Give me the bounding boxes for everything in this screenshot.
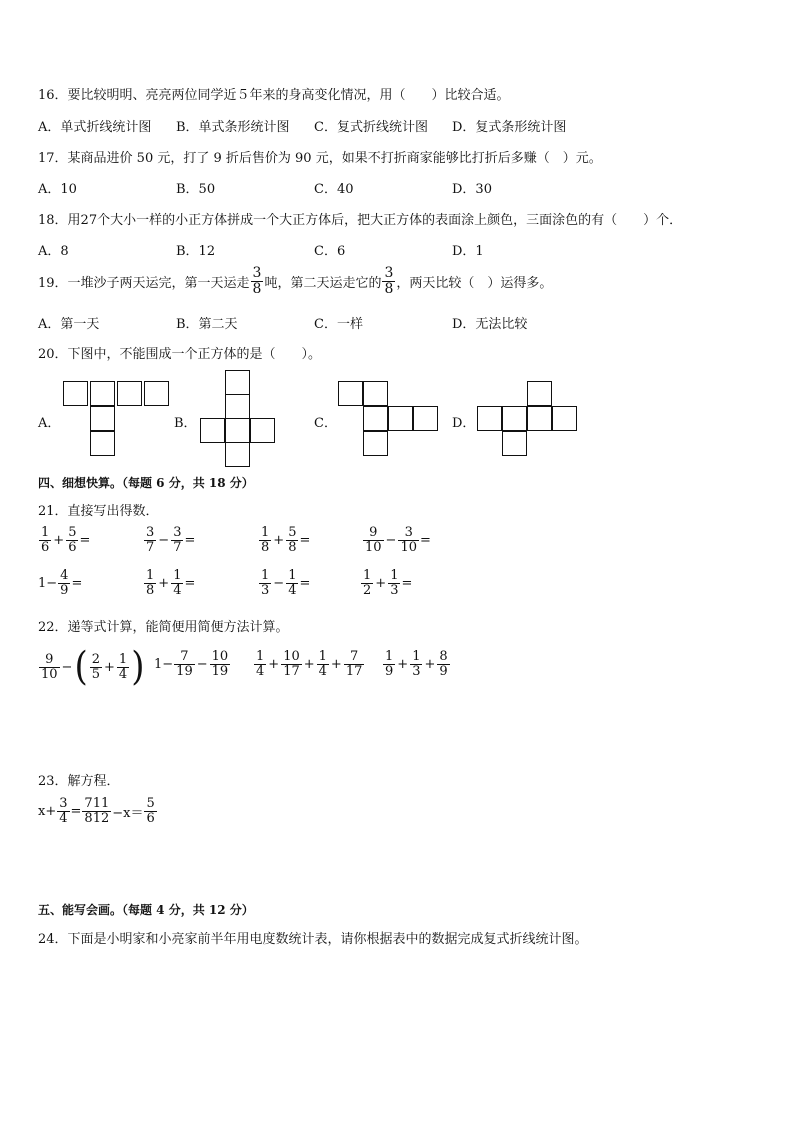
section-4-title: 四、细想快算。（每题 6 分，共 18 分） xyxy=(38,476,254,490)
q21-r2-e3: $\frac{1}{3}$ − $\frac{1}{4}$ = xyxy=(261,568,311,598)
option-b: B．50 xyxy=(176,182,216,197)
net-a-label: A． xyxy=(38,416,61,431)
q21-r1-e1: $\frac{1}{6}$ + $\frac{5}{6}$ = xyxy=(41,525,91,555)
option-c: C．40 xyxy=(314,182,354,197)
q21-r2-e4: $\frac{1}{2}$ + $\frac{1}{3}$ = xyxy=(363,568,413,598)
q19-options xyxy=(38,313,590,332)
option-a: A．10 xyxy=(38,182,77,197)
net-c-label: C． xyxy=(314,416,337,431)
net-b-label: B． xyxy=(174,416,197,431)
q17-options xyxy=(38,178,590,197)
q21-stem: 21．直接写出得数． xyxy=(38,504,159,519)
option-a: A．8 xyxy=(38,244,69,259)
section-5-title: 五、能写会画。（每题 4 分，共 12 分） xyxy=(38,903,254,917)
option-b: B．12 xyxy=(176,244,216,259)
option-d: D．1 xyxy=(452,244,484,259)
q16-options xyxy=(38,116,590,135)
q22-e1: $\frac{9}{10}$ − ( $\frac{2}{5}$ + $\frac{1}{4}$ ) xyxy=(41,644,145,690)
q19-stem: 19．一堆沙子两天运完，第一天运走 $\frac{3}{8}$ 吨，第二天运走它的 $\frac{3}{8}$ ，两天比较（ ）运得多。 xyxy=(38,265,553,297)
q21-r2-e2: $\frac{1}{8}$ + $\frac{1}{4}$ = xyxy=(146,568,196,598)
q22-e4: $\frac{1}{9}$ + $\frac{1}{3}$ + $\frac{8}{9}$ xyxy=(385,649,448,679)
option-b: B．第二天 xyxy=(176,317,238,332)
q23-equations: x+ $\frac{3}{4}$ = $\frac{711}{812}$ −x＝ $\frac{5}{6}$ xyxy=(38,796,155,826)
q18-stem: 18．用27个大小一样的小正方体拼成一个大正方体后，把大正方体的表面涂上颜色，三面涂色的有（ ）个． xyxy=(38,213,683,228)
q21-r1-e2: $\frac{3}{7}$ − $\frac{3}{7}$ = xyxy=(146,525,196,555)
q24-stem: 24．下面是小明家和小亮家前半年用电度数统计表，请你根据表中的数据完成复式折线统计图。 xyxy=(38,932,588,947)
option-c: C．一样 xyxy=(314,317,363,332)
q20-stem: 20．下图中，不能围成一个正方体的是（ ）。 xyxy=(38,347,322,362)
option-d: D．复式条形统计图 xyxy=(452,120,567,135)
q21-r1-e3: $\frac{1}{8}$ + $\frac{5}{8}$ = xyxy=(261,525,311,555)
q17-stem: 17．某商品进价 50 元，打了 9 折后售价为 90 元，如果不打折商家能够比打折后多赚（ ）元。 xyxy=(38,151,602,166)
net-d-label: D． xyxy=(452,416,476,431)
q16-stem: 16．要比较明明、亮亮两位同学近５年来的身高变化情况，用（ ）比较合适。 xyxy=(38,88,510,103)
q23-stem: 23．解方程． xyxy=(38,774,120,789)
q22-e2: 1− $\frac{7}{19}$ − $\frac{10}{19}$ xyxy=(154,649,229,679)
option-d: D．无法比较 xyxy=(452,317,528,332)
fraction: $\frac{3}{8}$ xyxy=(252,265,262,297)
option-c: C．6 xyxy=(314,244,346,259)
q22-e3: $\frac{1}{4}$ + $\frac{10}{17}$ + $\frac{1}{4}$ + $\frac{7}{17}$ xyxy=(256,649,363,679)
q21-r2-e1: 1− $\frac{4}{9}$ = xyxy=(38,568,83,598)
fraction: $\frac{3}{8}$ xyxy=(384,265,394,297)
q22-stem: 22．递等式计算，能简便用简便方法计算。 xyxy=(38,620,289,635)
option-d: D．30 xyxy=(452,182,492,197)
option-a: A．第一天 xyxy=(38,317,100,332)
option-c: C．复式折线统计图 xyxy=(314,120,428,135)
q21-r1-e4: $\frac{9}{10}$ − $\frac{3}{10}$ = xyxy=(365,525,431,555)
option-b: B．单式条形统计图 xyxy=(176,120,290,135)
option-a: A．单式折线统计图 xyxy=(38,120,152,135)
q18-options xyxy=(38,240,590,259)
